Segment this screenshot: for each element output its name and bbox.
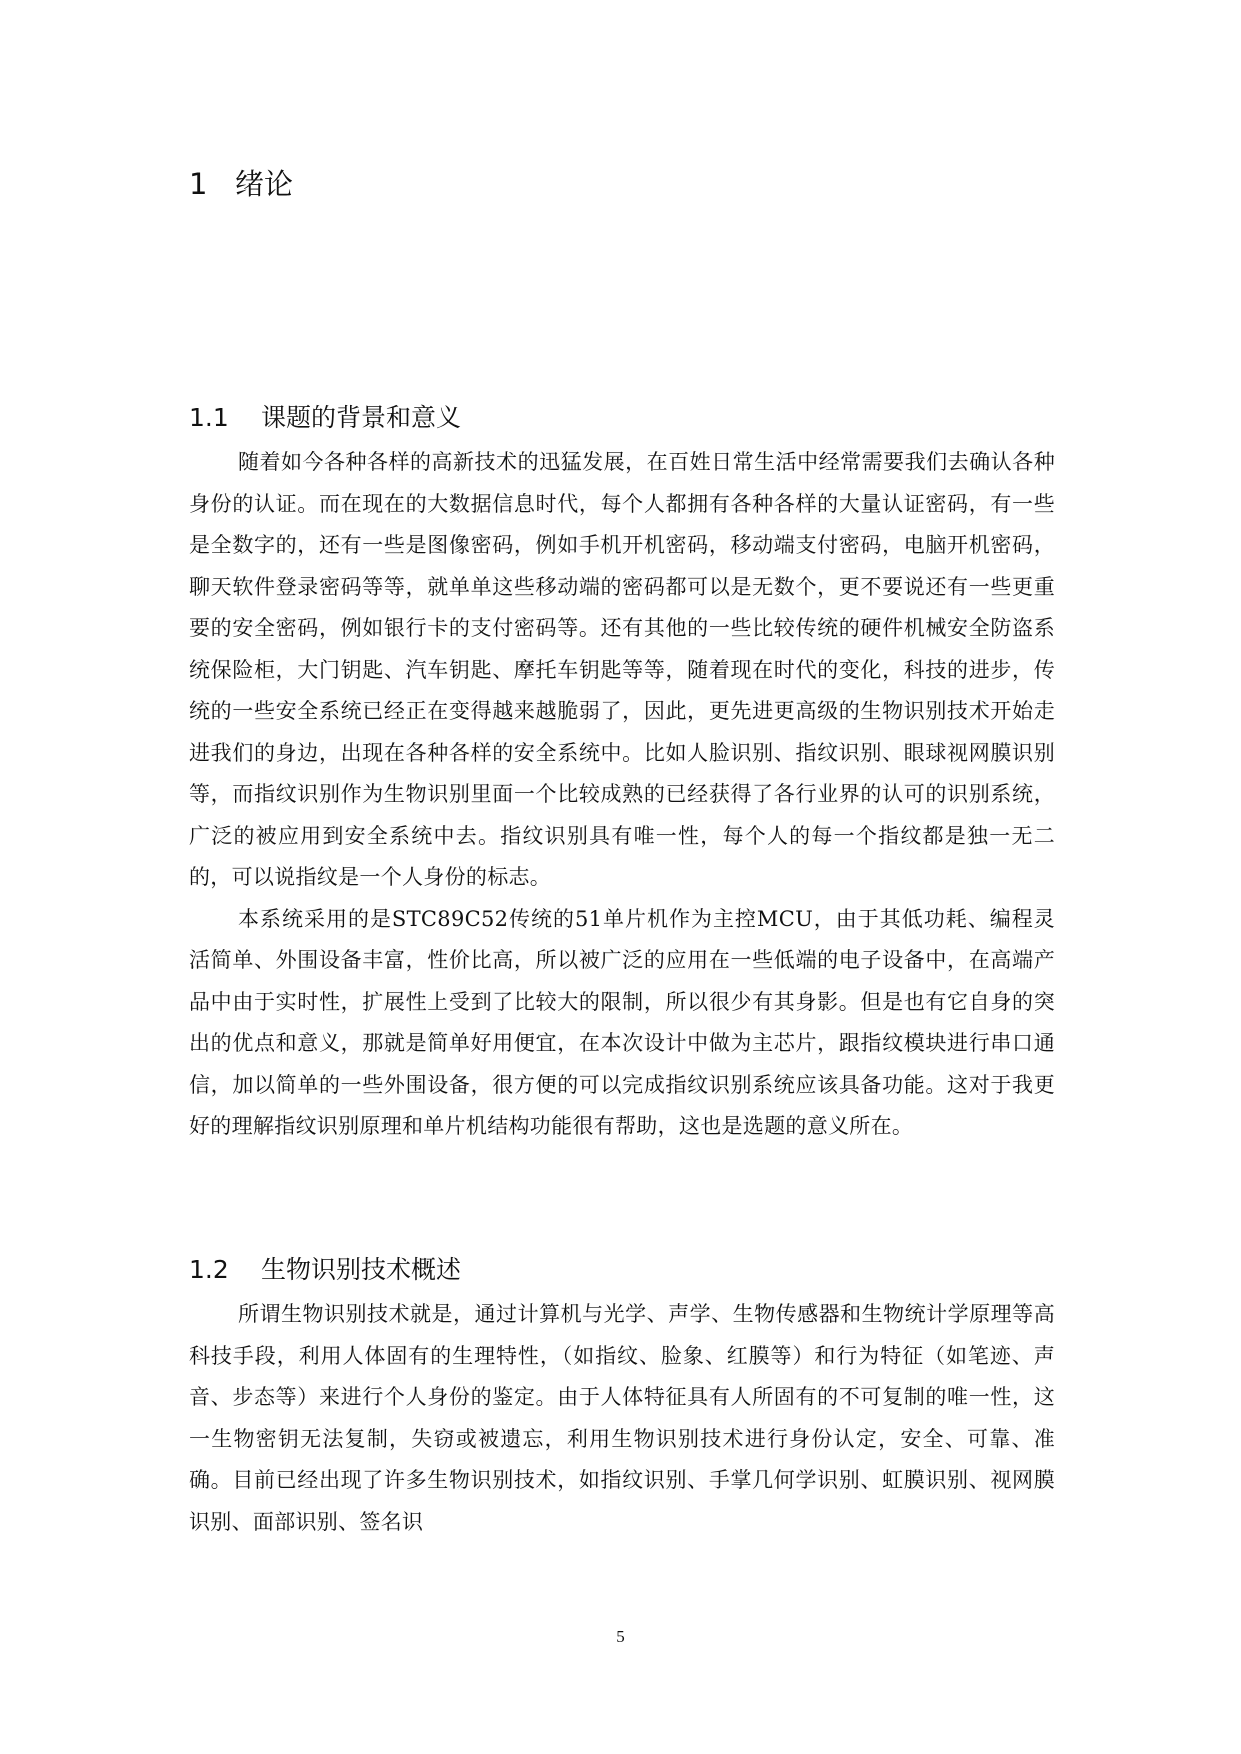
chapter-title-text: 绪论	[235, 167, 294, 201]
section-background-significance	[189, 398, 1055, 1148]
section-title-text: 生物识别技术概述	[261, 1255, 462, 1284]
chapter-number: 1	[189, 167, 208, 201]
section-title	[189, 1250, 1055, 1290]
chapter-title	[189, 164, 293, 204]
section-number: 1.1	[189, 403, 229, 432]
section-biometrics-overview	[189, 1250, 1055, 1543]
section-title	[189, 398, 1055, 438]
section-number: 1.2	[189, 1255, 229, 1284]
paragraph: 随着如今各种各样的高新技术的迅猛发展，在百姓日常生活中经常需要我们去确认各种身份的认证。而在现在的大数据信息时代，每个人都拥有各种各样的大量认证密码，有一些是全数字的，还有一些是图像密码，例如手机开机密码，移动端支付密码，电脑开机密码，聊天软件登录密码等等，就单单这些移动端的密码都可以是无数个，更不要说还有一些更重要的安全密码，例如银行卡的支付密码等。还有其他的一些比较传统的硬件机械安全防盗系统保险柜，大门钥匙、汽车钥匙、摩托车钥匙等等，随着现在时代的变化，科技的进步，传统的一些安全系统已经正在变得越来越脆弱了，因此，更先进更高级的生物识别技术开始走进我们的身边，出现在各种各样的安全系统中。比如人脸识别、指纹识别、眼球视网膜识别等，而指纹识别作为生物识别里面一个比较成熟的已经获得了各行业界的认可的识别系统，广泛的被应用到安全系统中去。指纹识别具有唯一性，每个人的每一个指纹都是独一无二的，可以说指纹是一个人身份的标志。	[189, 450, 1055, 889]
page-number: 5	[616, 1627, 625, 1646]
paragraph: 本系统采用的是STC89C52传统的51单片机作为主控MCU，由于其低功耗、编程灵活简单、外围设备丰富，性价比高，所以被广泛的应用在一些低端的电子设备中，在高端产品中由于实时性，扩展性上受到了比较大的限制，所以很少有其身影。但是也有它自身的突出的优点和意义，那就是简单好用便宜，在本次设计中做为主芯片，跟指纹模块进行串口通信，加以简单的一些外围设备，很方便的可以完成指纹识别系统应该具备功能。这对于我更好的理解指纹识别原理和单片机结构功能很有帮助，这也是选题的意义所在。	[189, 906, 1055, 1138]
paragraph: 所谓生物识别技术就是，通过计算机与光学、声学、生物传感器和生物统计学原理等高科技手段，利用人体固有的生理特性，（如指纹、脸象、红膜等）和行为特征（如笔迹、声音、步态等）来进行个人身份的鉴定。由于人体特征具有人所固有的不可复制的唯一性，这一生物密钥无法复制，失窃或被遗忘，利用生物识别技术进行身份认定，安全、可靠、准确。目前已经出现了许多生物识别技术，如指纹识别、手掌几何学识别、虹膜识别、视网膜识别、面部识别、签名识	[189, 1302, 1055, 1534]
section-title-text: 课题的背景和意义	[261, 403, 462, 432]
